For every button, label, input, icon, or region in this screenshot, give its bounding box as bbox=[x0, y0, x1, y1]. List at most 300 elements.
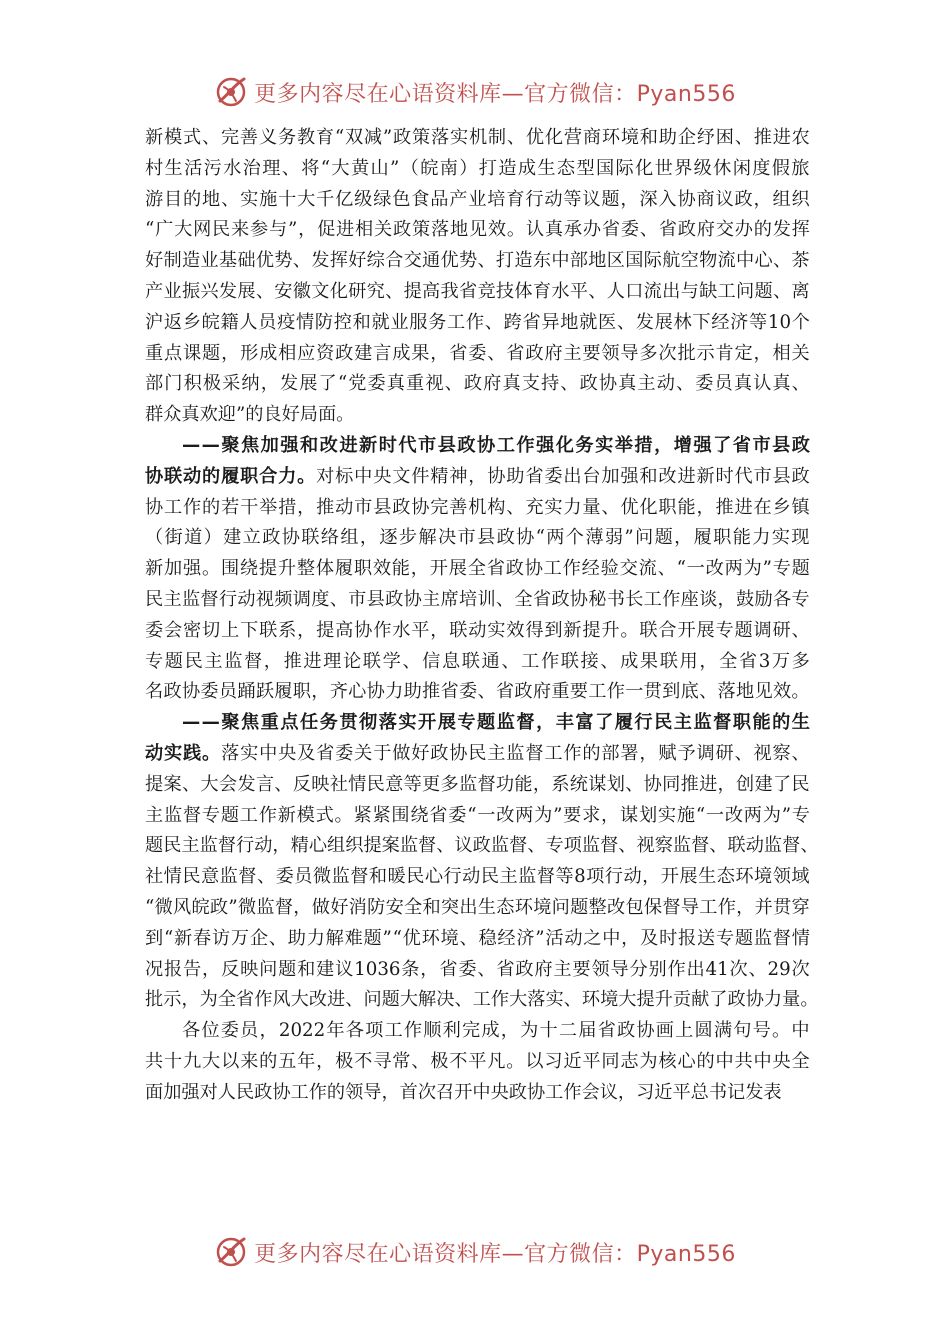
text-glyph: 实 bbox=[657, 804, 677, 826]
text-glyph: 络 bbox=[320, 527, 339, 549]
text-glyph: 产 bbox=[145, 280, 164, 302]
text-glyph: 协 bbox=[145, 496, 164, 518]
text-glyph: 要 bbox=[582, 342, 601, 364]
text-glyph: 论 bbox=[342, 650, 362, 672]
text-glyph: 解 bbox=[418, 989, 437, 1011]
text-glyph: 系 bbox=[278, 619, 297, 641]
text-glyph: 息 bbox=[441, 650, 461, 672]
text-glyph: 究 bbox=[366, 280, 385, 302]
text-glyph: 果 bbox=[639, 650, 659, 672]
text-glyph: 协 bbox=[411, 496, 430, 518]
text-glyph: 情 bbox=[348, 773, 367, 795]
text-glyph: 问 bbox=[736, 280, 755, 302]
text-glyph: 推 bbox=[283, 650, 302, 672]
text-glyph: 解 bbox=[325, 927, 344, 949]
text-glyph: 课 bbox=[183, 342, 202, 364]
text-glyph: 若 bbox=[221, 496, 240, 518]
text-glyph: 的 bbox=[696, 1050, 715, 1072]
text-glyph: 督 bbox=[516, 712, 535, 734]
text-glyph: 会 bbox=[164, 619, 183, 641]
text-glyph: 得 bbox=[525, 619, 544, 641]
text-glyph: 业 bbox=[390, 311, 409, 333]
text-glyph: 籍 bbox=[220, 311, 239, 333]
text-glyph: 紧 bbox=[353, 804, 372, 826]
text-glyph: 打 bbox=[478, 157, 497, 179]
text-glyph: 视 bbox=[255, 588, 275, 610]
text-glyph: 案 bbox=[163, 773, 182, 795]
text-glyph: 和 bbox=[300, 434, 319, 456]
text-glyph: 、 bbox=[791, 373, 810, 395]
text-glyph: 。 bbox=[506, 1050, 525, 1072]
text-glyph: 主 bbox=[145, 804, 164, 826]
text-glyph: 色 bbox=[392, 188, 411, 210]
text-glyph: 工 bbox=[543, 558, 562, 580]
text-glyph: 政 bbox=[393, 127, 412, 148]
text-glyph: 防 bbox=[367, 896, 386, 918]
text-glyph: 用 bbox=[679, 650, 698, 672]
text-glyph: 组 bbox=[772, 188, 791, 210]
text-glyph: 映 bbox=[311, 773, 330, 795]
text-glyph: 工 bbox=[588, 681, 607, 703]
text-glyph: 环 bbox=[421, 927, 440, 949]
text-glyph: 励 bbox=[754, 588, 773, 610]
text-glyph: 强 bbox=[620, 465, 639, 487]
text-glyph: 施 bbox=[676, 804, 696, 826]
text-glyph: 区 bbox=[606, 250, 625, 272]
text-glyph: 作 bbox=[563, 742, 582, 764]
text-glyph: 推 bbox=[316, 496, 335, 518]
text-glyph: 行 bbox=[443, 866, 462, 888]
text-glyph: 体 bbox=[315, 558, 335, 580]
text-glyph: 真 bbox=[386, 373, 405, 395]
text-glyph: 的 bbox=[183, 188, 202, 210]
text-glyph: 提 bbox=[316, 619, 335, 641]
text-glyph: 动 bbox=[462, 866, 481, 888]
text-glyph: 流 bbox=[643, 280, 662, 302]
text-glyph: 监 bbox=[763, 835, 783, 857]
text-glyph: 织 bbox=[345, 835, 364, 857]
text-glyph: 专 bbox=[791, 588, 810, 610]
text-glyph: 代 bbox=[398, 434, 417, 456]
text-glyph: 培 bbox=[487, 188, 506, 210]
text-glyph: 、 bbox=[487, 342, 506, 364]
text-glyph: 展 bbox=[654, 311, 673, 333]
text-glyph: 作 bbox=[667, 958, 686, 980]
text-glyph: 职 bbox=[353, 558, 373, 580]
text-glyph: 座 bbox=[680, 588, 699, 610]
text-glyph: 凡 bbox=[487, 1050, 506, 1072]
text-glyph: 监 bbox=[256, 896, 275, 918]
text-glyph: 应 bbox=[297, 342, 316, 364]
text-glyph: 沪 bbox=[145, 311, 164, 333]
text-glyph: 41 bbox=[705, 958, 729, 980]
text-glyph: 发 bbox=[279, 373, 299, 395]
text-glyph: 工 bbox=[164, 496, 183, 518]
text-glyph: 机 bbox=[468, 127, 488, 148]
text-glyph: 、 bbox=[484, 311, 503, 333]
text-glyph: 作 bbox=[258, 804, 277, 826]
text-glyph: 新 bbox=[696, 465, 715, 487]
text-glyph: 强 bbox=[693, 434, 712, 456]
text-glyph: 改 bbox=[319, 434, 338, 456]
text-glyph: 合 bbox=[259, 465, 278, 487]
text-glyph: 监 bbox=[224, 650, 243, 672]
text-glyph: 政 bbox=[514, 681, 533, 703]
text-glyph: 千 bbox=[316, 188, 335, 210]
text-glyph: 现 bbox=[791, 527, 810, 549]
text-glyph: 大 bbox=[331, 157, 350, 179]
text-glyph: 乡 bbox=[182, 311, 201, 333]
text-glyph: ， bbox=[717, 773, 736, 795]
text-glyph: 完 bbox=[430, 496, 449, 518]
text-glyph: 黄 bbox=[350, 157, 370, 179]
text-glyph: — bbox=[182, 712, 201, 734]
text-glyph: 监 bbox=[399, 835, 419, 857]
text-glyph: 情 bbox=[296, 311, 315, 333]
text-glyph: 作 bbox=[562, 558, 581, 580]
text-glyph: 优 bbox=[255, 250, 275, 272]
text-glyph: 县 bbox=[772, 465, 791, 487]
text-glyph: （ bbox=[145, 527, 164, 549]
text-glyph: — bbox=[182, 434, 201, 456]
text-glyph: 调 bbox=[292, 588, 311, 610]
text-glyph: 情 bbox=[791, 927, 810, 949]
text-glyph: 民 bbox=[366, 773, 385, 795]
text-glyph: 监 bbox=[693, 712, 712, 734]
text-glyph: 交 bbox=[403, 250, 422, 272]
text-glyph: 政 bbox=[472, 835, 491, 857]
text-glyph: 改 bbox=[705, 558, 724, 580]
text-glyph: 水 bbox=[551, 280, 570, 302]
text-glyph: 务 bbox=[575, 434, 594, 456]
text-glyph: 、 bbox=[734, 742, 753, 764]
text-glyph: 协 bbox=[477, 434, 496, 456]
text-glyph: 能 bbox=[732, 527, 751, 549]
text-glyph: 下 bbox=[692, 311, 711, 333]
text-glyph: 督 bbox=[274, 896, 294, 918]
text-glyph: 决 bbox=[436, 989, 455, 1011]
text-glyph: 真 bbox=[502, 373, 521, 395]
text-glyph: 协 bbox=[366, 681, 385, 703]
text-glyph: 政 bbox=[463, 373, 483, 395]
text-glyph: 。 bbox=[620, 619, 639, 641]
text-glyph: 文 bbox=[392, 465, 411, 487]
text-glyph: 体 bbox=[514, 280, 533, 302]
text-glyph: 领 bbox=[601, 342, 620, 364]
text-glyph: 务 bbox=[277, 127, 297, 148]
text-glyph: 心 bbox=[424, 866, 444, 888]
text-glyph: 题 bbox=[363, 927, 382, 949]
text-glyph: 新 bbox=[174, 927, 193, 949]
text-glyph: 形 bbox=[240, 342, 259, 364]
text-glyph: 研 bbox=[772, 619, 791, 641]
text-glyph: 民 bbox=[654, 712, 673, 734]
text-glyph: 、 bbox=[256, 866, 276, 888]
text-glyph: 贯 bbox=[773, 896, 792, 918]
text-glyph: “ bbox=[320, 157, 331, 179]
text-glyph: 工 bbox=[717, 280, 736, 302]
text-glyph: 学 bbox=[382, 650, 401, 672]
text-glyph: 游 bbox=[145, 188, 164, 210]
text-glyph: 项 bbox=[586, 866, 605, 888]
text-glyph: 利 bbox=[442, 1020, 461, 1042]
text-glyph: 与 bbox=[269, 219, 288, 241]
text-glyph: 改 bbox=[308, 989, 328, 1011]
text-glyph: 来 bbox=[231, 219, 250, 241]
text-glyph: 监 bbox=[506, 742, 525, 764]
text-glyph: 等 bbox=[749, 311, 768, 333]
text-glyph: 落 bbox=[717, 681, 736, 703]
text-glyph: 批 bbox=[145, 989, 164, 1011]
text-glyph: 来 bbox=[240, 1050, 259, 1072]
text-glyph: 到 bbox=[145, 927, 164, 949]
text-glyph: 服 bbox=[409, 311, 428, 333]
text-glyph: 省 bbox=[440, 681, 459, 703]
text-glyph: 大 bbox=[399, 989, 419, 1011]
text-glyph: 好 bbox=[411, 742, 430, 764]
text-glyph: 经 bbox=[581, 558, 600, 580]
text-glyph: 并 bbox=[754, 896, 773, 918]
text-glyph: 生 bbox=[164, 157, 183, 179]
text-glyph: 政 bbox=[393, 219, 412, 241]
text-glyph: 效 bbox=[506, 619, 525, 641]
text-glyph: 两 bbox=[546, 527, 565, 549]
text-glyph: 近 bbox=[563, 1050, 582, 1072]
text-glyph: 、 bbox=[385, 280, 404, 302]
text-glyph: ， bbox=[639, 742, 658, 764]
text-glyph: 等 bbox=[403, 773, 422, 795]
text-glyph: 鼓 bbox=[736, 588, 755, 610]
text-glyph: 的 bbox=[202, 496, 221, 518]
text-glyph: 督 bbox=[477, 773, 496, 795]
text-glyph: 肯 bbox=[715, 342, 734, 364]
brush-logo-icon bbox=[214, 1235, 248, 1269]
text-glyph: 题 bbox=[791, 558, 810, 580]
text-glyph: 署 bbox=[620, 742, 639, 764]
text-glyph: 化 bbox=[544, 127, 564, 148]
text-glyph: 件 bbox=[411, 465, 430, 487]
text-glyph: 协 bbox=[449, 742, 468, 764]
text-glyph: 境 bbox=[620, 127, 640, 148]
text-glyph: 与 bbox=[680, 280, 699, 302]
text-glyph: 化 bbox=[635, 157, 654, 179]
text-glyph: 心 bbox=[677, 1050, 696, 1072]
text-glyph: ， bbox=[696, 496, 715, 518]
text-glyph: 顺 bbox=[423, 1020, 442, 1042]
text-glyph: 联 bbox=[639, 619, 658, 641]
text-glyph: 市 bbox=[753, 465, 772, 487]
text-glyph: 划 bbox=[606, 773, 625, 795]
text-glyph: 届 bbox=[578, 1020, 597, 1042]
text-glyph: 机 bbox=[468, 496, 487, 518]
watermark-text-bottom: 更多内容尽在心语资料库—官方微信：Pyan556 bbox=[254, 1241, 736, 1267]
text-glyph: 满 bbox=[713, 1020, 733, 1042]
text-glyph: 省 bbox=[658, 219, 677, 241]
text-glyph: 更 bbox=[422, 773, 441, 795]
text-glyph: 工 bbox=[239, 804, 258, 826]
text-glyph: 广 bbox=[155, 219, 174, 241]
text-glyph: 大 bbox=[297, 188, 316, 210]
text-glyph: ， bbox=[536, 712, 555, 734]
text-glyph: 政 bbox=[163, 681, 182, 703]
text-glyph: 极 bbox=[202, 373, 222, 395]
text-glyph: 分 bbox=[629, 958, 648, 980]
text-glyph: 核 bbox=[658, 1050, 677, 1072]
text-glyph: 督 bbox=[772, 927, 791, 949]
text-glyph: 充 bbox=[525, 496, 544, 518]
text-glyph: 防 bbox=[314, 311, 334, 333]
text-glyph: 式 bbox=[315, 804, 334, 826]
text-glyph: 推 bbox=[715, 496, 734, 518]
text-glyph: 县 bbox=[772, 434, 791, 456]
text-glyph: 问 bbox=[259, 958, 278, 980]
text-glyph: — bbox=[201, 712, 220, 734]
text-glyph: 式 bbox=[182, 127, 202, 148]
text-glyph: ， bbox=[601, 804, 620, 826]
text-glyph: 微 bbox=[237, 896, 257, 918]
text-glyph: 口 bbox=[625, 280, 644, 302]
text-glyph: 秘 bbox=[588, 588, 607, 610]
text-glyph: 省 bbox=[525, 465, 544, 487]
text-glyph: 题 bbox=[654, 527, 673, 549]
text-glyph: 开 bbox=[677, 619, 696, 641]
text-glyph: 升 bbox=[654, 989, 673, 1011]
text-glyph: 旅 bbox=[791, 157, 810, 179]
text-glyph: 企 bbox=[249, 927, 269, 949]
text-glyph: 展 bbox=[299, 373, 318, 395]
text-glyph: 中 bbox=[715, 1050, 734, 1072]
text-glyph: 言 bbox=[255, 773, 275, 795]
text-glyph: 通 bbox=[422, 250, 441, 272]
text-glyph: 2022 bbox=[278, 1020, 326, 1042]
text-glyph: 民 bbox=[184, 650, 203, 672]
text-glyph: 上 bbox=[221, 619, 240, 641]
text-glyph: 理 bbox=[262, 157, 281, 179]
text-glyph: 要 bbox=[563, 804, 582, 826]
text-glyph: 支 bbox=[521, 373, 540, 395]
text-glyph: 极 bbox=[335, 1050, 354, 1072]
text-glyph: 效 bbox=[372, 558, 392, 580]
text-glyph: 同 bbox=[601, 1050, 620, 1072]
text-glyph: 出 bbox=[563, 465, 582, 487]
text-glyph: 时 bbox=[659, 927, 678, 949]
text-glyph: 及 bbox=[640, 927, 659, 949]
text-glyph: 逐 bbox=[379, 527, 398, 549]
text-glyph: ” bbox=[287, 219, 298, 241]
text-glyph: 举 bbox=[614, 434, 633, 456]
text-glyph: ， bbox=[181, 989, 200, 1011]
text-glyph: 、 bbox=[501, 650, 520, 672]
text-glyph: 实 bbox=[164, 742, 183, 764]
text-glyph: 题 bbox=[734, 927, 754, 949]
text-glyph: 展 bbox=[679, 866, 698, 888]
text-glyph: 动 bbox=[237, 588, 256, 610]
text-glyph: 实 bbox=[449, 127, 469, 148]
text-glyph: 政 bbox=[791, 465, 810, 487]
text-glyph: 化 bbox=[329, 280, 348, 302]
text-glyph: 际 bbox=[615, 157, 634, 179]
text-glyph: 义 bbox=[258, 127, 278, 148]
text-glyph: 工 bbox=[496, 434, 515, 456]
text-glyph: 系 bbox=[551, 773, 570, 795]
text-glyph: 、 bbox=[734, 127, 753, 148]
text-glyph: 十 bbox=[164, 1050, 183, 1072]
text-glyph: 题 bbox=[601, 188, 620, 210]
text-glyph: 社 bbox=[145, 866, 164, 888]
text-glyph: 动 bbox=[623, 866, 642, 888]
text-glyph: ， bbox=[420, 958, 439, 980]
text-glyph: 务 bbox=[319, 712, 338, 734]
text-glyph: 监 bbox=[219, 866, 238, 888]
text-glyph: 平 bbox=[411, 619, 430, 641]
text-glyph: 、 bbox=[748, 958, 767, 980]
text-glyph: “ bbox=[695, 804, 706, 826]
text-glyph: “ bbox=[467, 804, 477, 826]
text-glyph: ， bbox=[654, 434, 673, 456]
text-glyph: 。 bbox=[201, 558, 221, 580]
text-glyph: 干 bbox=[240, 496, 259, 518]
text-glyph: 。 bbox=[771, 1020, 791, 1042]
text-glyph: 重 bbox=[260, 712, 279, 734]
text-glyph: 员 bbox=[258, 311, 277, 333]
text-glyph: 真 bbox=[772, 373, 791, 395]
text-glyph: 成 bbox=[517, 157, 537, 179]
text-glyph: 督 bbox=[782, 835, 801, 857]
text-glyph: 政 bbox=[430, 742, 449, 764]
text-glyph: 和 bbox=[639, 465, 658, 487]
text-glyph: 育 bbox=[532, 280, 552, 302]
text-glyph: 构 bbox=[487, 496, 506, 518]
text-glyph: 及 bbox=[297, 742, 316, 764]
text-glyph: 中 bbox=[602, 927, 621, 949]
text-glyph: 动 bbox=[544, 188, 563, 210]
text-glyph: 新 bbox=[563, 619, 582, 641]
text-glyph: 求 bbox=[582, 804, 601, 826]
text-glyph: 专 bbox=[715, 927, 735, 949]
text-glyph: 协 bbox=[636, 1020, 655, 1042]
text-glyph: 督 bbox=[691, 835, 710, 857]
text-glyph: 穿 bbox=[791, 896, 810, 918]
text-glyph: ， bbox=[699, 650, 718, 672]
text-glyph: 动 bbox=[145, 742, 164, 764]
text-glyph: 、 bbox=[699, 681, 718, 703]
document-body bbox=[145, 123, 819, 1109]
text-glyph: 联 bbox=[362, 650, 381, 672]
text-glyph: 、 bbox=[772, 250, 792, 272]
text-glyph: 导 bbox=[610, 958, 629, 980]
text-glyph: 全 bbox=[217, 989, 237, 1011]
text-glyph: 、 bbox=[221, 188, 240, 210]
text-glyph: 省 bbox=[601, 219, 621, 241]
text-glyph: 、 bbox=[618, 835, 637, 857]
text-glyph: 采 bbox=[222, 373, 241, 395]
text-glyph: “ bbox=[334, 127, 345, 148]
text-glyph: 工 bbox=[384, 1020, 403, 1042]
text-glyph: 展 bbox=[437, 712, 456, 734]
text-glyph: 制 bbox=[487, 127, 507, 148]
text-glyph: 督 bbox=[418, 835, 437, 857]
text-glyph: 参 bbox=[250, 219, 269, 241]
text-glyph: 市 bbox=[418, 434, 437, 456]
text-glyph: 项 bbox=[563, 835, 582, 857]
text-glyph: 民 bbox=[182, 866, 201, 888]
text-glyph: 作 bbox=[606, 681, 625, 703]
text-glyph: 九 bbox=[183, 1050, 202, 1072]
text-glyph: 以 bbox=[525, 1050, 544, 1072]
text-glyph: 农 bbox=[791, 127, 810, 148]
text-glyph: 市 bbox=[752, 434, 771, 456]
text-glyph: 、 bbox=[791, 742, 810, 764]
